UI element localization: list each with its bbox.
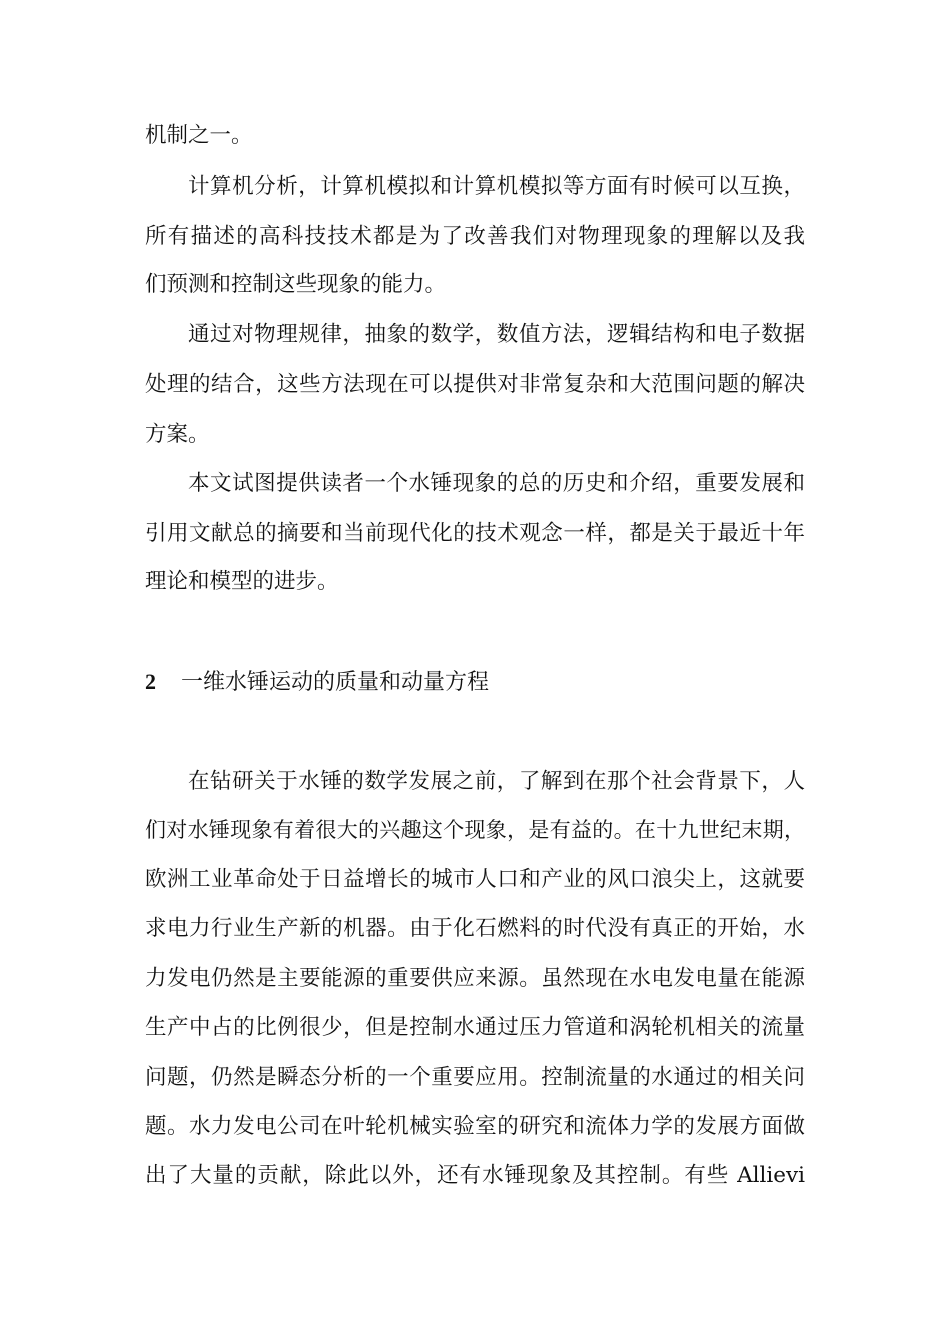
paragraph-line: 本文试图提供读者一个水锤现象的总的历史和介绍，重要发展和	[188, 471, 805, 496]
paragraph-line: 问题，仍然是瞬态分析的一个重要应用。控制流量的水通过的相关问	[145, 1065, 805, 1090]
paragraph-line: 生产中占的比例很少，但是控制水通过压力管道和涡轮机相关的流量	[145, 1015, 805, 1040]
paragraph-line: 欧洲工业革命处于日益增长的城市人口和产业的风口浪尖上，这就要	[145, 867, 805, 892]
section-title: 一维水锤运动的质量和动量方程	[181, 670, 490, 695]
paragraph-line: 引用文献总的摘要和当前现代化的技术观念一样，都是关于最近十年	[145, 521, 805, 546]
paragraph-line: 在钻研关于水锤的数学发展之前，了解到在那个社会背景下，人	[188, 769, 805, 794]
paragraph-line: 方案。	[145, 422, 210, 447]
paragraph-line: 通过对物理规律，抽象的数学，数值方法，逻辑结构和电子数据	[188, 322, 805, 347]
section-heading	[145, 667, 489, 698]
paragraph-line: 理论和模型的进步。	[145, 569, 339, 594]
paragraph-line: 机制之一。	[145, 123, 253, 148]
paragraph-line: 出了大量的贡献，除此以外，还有水锤现象及其控制。有些 Allievi	[145, 1163, 805, 1188]
paragraph-line: 们预测和控制这些现象的能力。	[145, 272, 447, 297]
paragraph-line: 计算机分析，计算机模拟和计算机模拟等方面有时候可以互换，	[188, 174, 805, 199]
paragraph-line: 求电力行业生产新的机器。由于化石燃料的时代没有真正的开始，水	[145, 916, 805, 941]
paragraph-line: 处理的结合，这些方法现在可以提供对非常复杂和大范围问题的解决	[145, 372, 805, 397]
paragraph-line: 题。水力发电公司在叶轮机械实验室的研究和流体力学的发展方面做	[145, 1114, 805, 1139]
paragraph-line: 力发电仍然是主要能源的重要供应来源。虽然现在水电发电量在能源	[145, 966, 805, 991]
paragraph-line: 们对水锤现象有着很大的兴趣这个现象，是有益的。在十九世纪末期，	[145, 818, 805, 842]
section-number: 2	[145, 669, 156, 694]
paragraph-line: 所有描述的高科技技术都是为了改善我们对物理现象的理解以及我	[145, 224, 805, 249]
